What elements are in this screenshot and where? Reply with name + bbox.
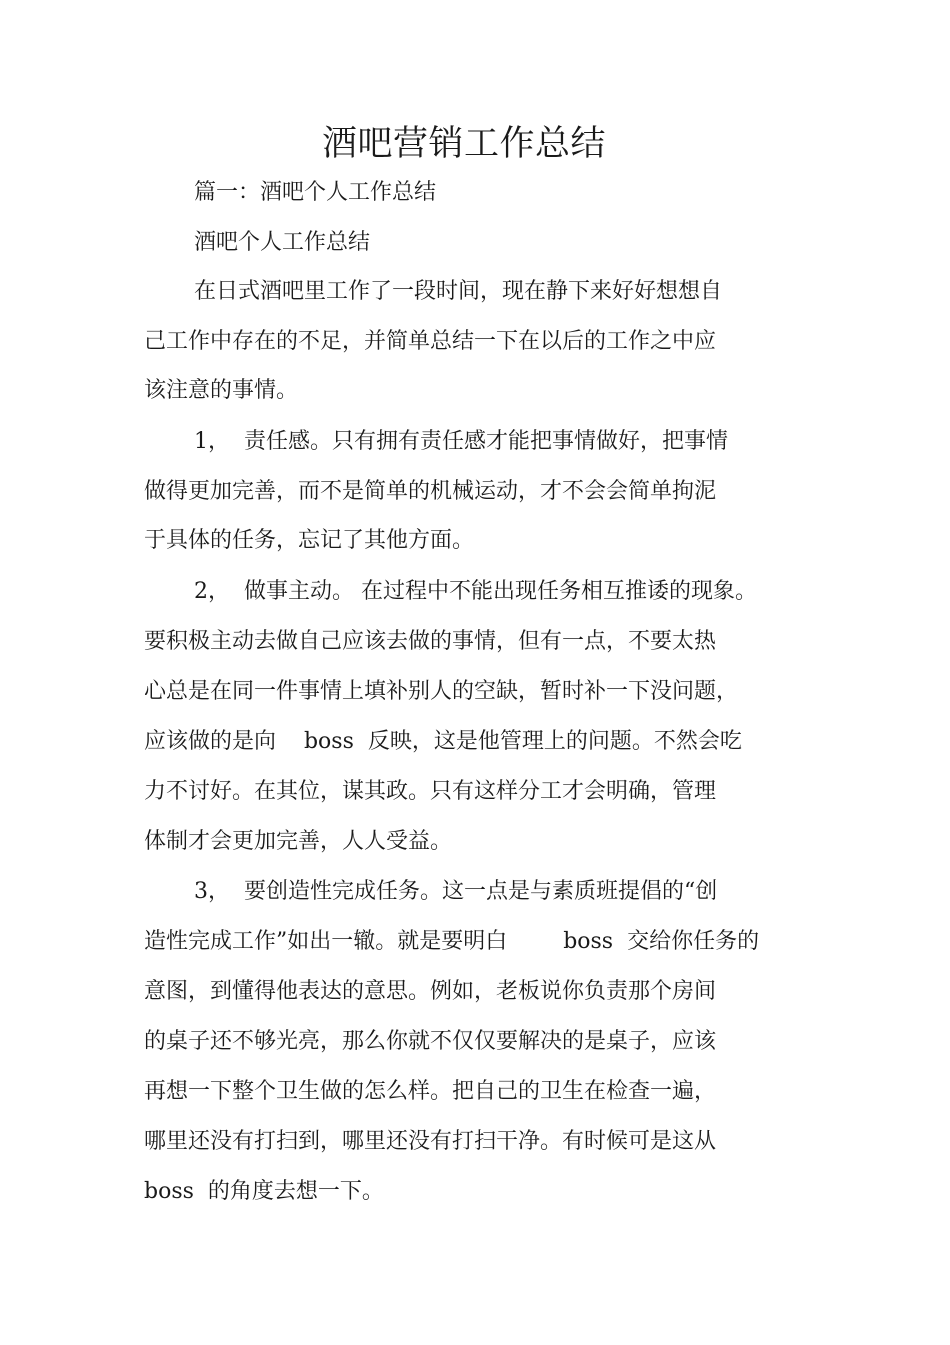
paragraph-line: 该注意的事情。 [144,378,299,403]
paragraph-line: 3， 要创造性完成任务。这一点是与素质班提倡的“创 [194,879,718,904]
paragraph-line: boss 的角度去想一下。 [144,1179,384,1204]
paragraph-line: 体制才会更加完善，人人受益。 [144,829,453,854]
paragraph-line: 1， 责任感。只有拥有责任感才能把事情做好，把事情 [194,429,728,454]
paragraph-line: 力不讨好。在其位，谋其政。只有这样分工才会明确，管理 [144,779,717,804]
paragraph-line: 造性完成工作”如出一辙。就是要明白 boss 交给你任务的 [144,929,760,954]
paragraph-line: 要积极主动去做自己应该去做的事情，但有一点，不要太热 [144,629,717,654]
paragraph-line: 己工作中存在的不足，并简单总结一下在以后的工作之中应 [144,329,717,354]
paragraph-line: 哪里还没有打扫到，哪里还没有打扫干净。有时候可是这从 [144,1129,717,1154]
paragraph-line: 再想一下整个卫生做的怎么样。把自己的卫生在检查一遍， [144,1079,717,1104]
paragraph-line: 做得更加完善，而不是简单的机械运动，才不会会简单拘泥 [144,479,717,504]
paragraph-line: 于具体的任务，忘记了其他方面。 [144,528,475,553]
paragraph-line: 2， 做事主动。 在过程中不能出现任务相互推诿的现象。 [194,579,757,604]
section-heading: 篇一：酒吧个人工作总结 [194,180,437,205]
paragraph-line: 在日式酒吧里工作了一段时间，现在静下来好好想想自 [194,279,723,304]
subheading: 酒吧个人工作总结 [194,230,371,255]
paragraph-line: 应该做的是向 boss 反映，这是他管理上的问题。不然会吃 [144,729,742,754]
paragraph-line: 的桌子还不够光亮，那么你就不仅仅要解决的是桌子，应该 [144,1029,717,1054]
document-title: 酒吧营销工作总结 [321,124,606,164]
paragraph-line: 意图，到懂得他表达的意思。例如，老板说你负责那个房间 [144,979,717,1004]
paragraph-line: 心总是在同一件事情上填补别人的空缺，暂时补一下没问题， [144,679,739,704]
